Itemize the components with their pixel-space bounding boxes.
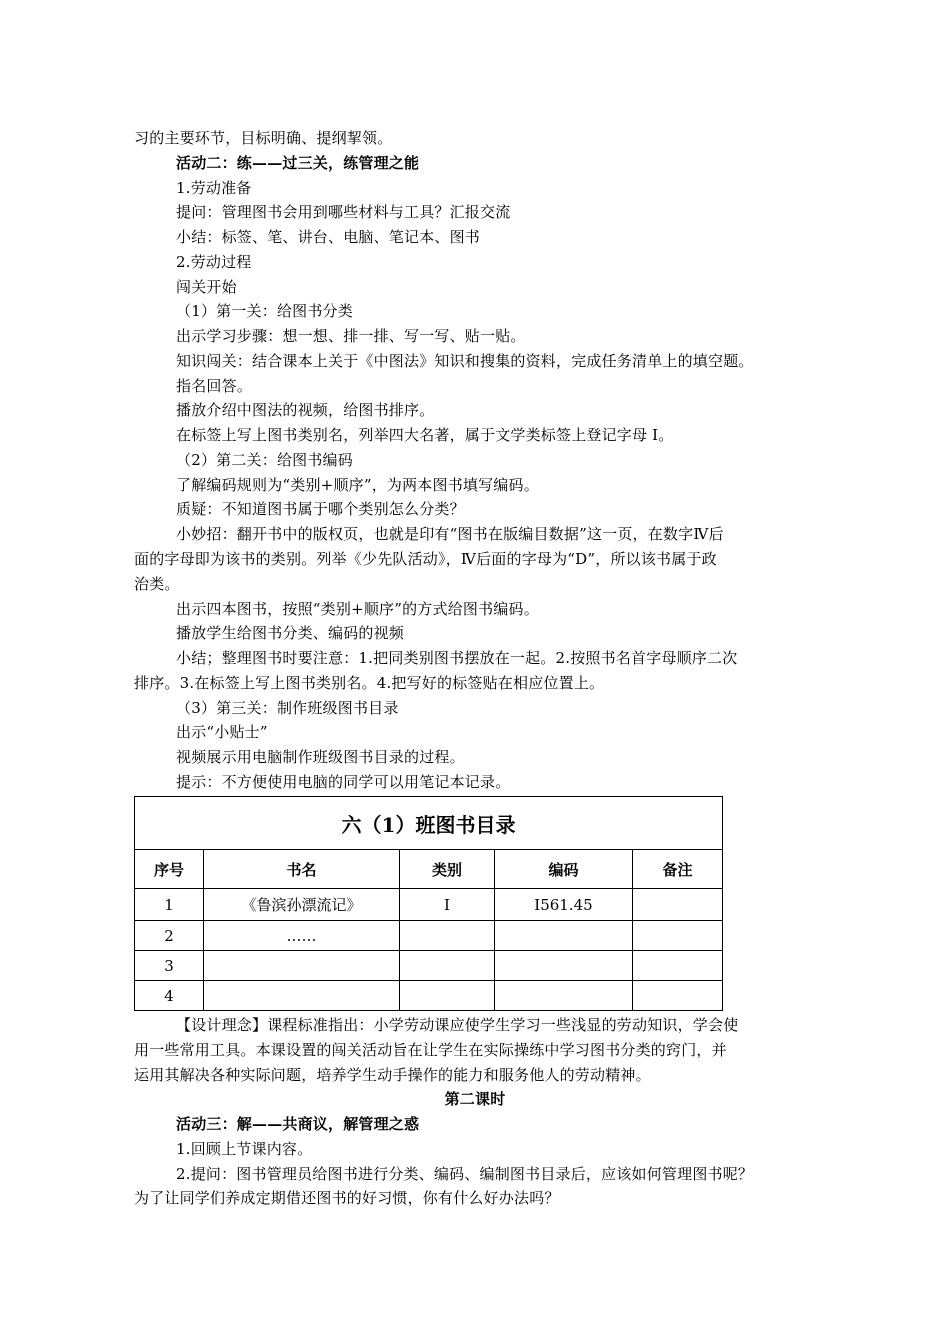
table-cell [633, 981, 723, 1011]
table-cell: 4 [135, 981, 204, 1011]
table-cell: 《鲁滨孙漂流记》 [204, 889, 400, 921]
table-cell [633, 951, 723, 981]
text-line: 了解编码规则为“类别+顺序”，为两本图书填写编码。 [176, 476, 539, 494]
text-line: 2.提问：图书管理员给图书进行分类、编码、编制图书目录后，应该如何管理图书呢？ [176, 1165, 754, 1183]
text-line: 提示：不方便使用电脑的同学可以用笔记本记录。 [176, 773, 511, 791]
text-line: 1.劳动准备 [176, 179, 252, 197]
text-line: （1）第一关：给图书分类 [176, 302, 353, 320]
text-line: 用一些常用工具。本课设置的闯关活动旨在让学生在实际操练中学习图书分类的窍门，并 [134, 1041, 727, 1059]
activity-heading: 活动二：练——过三关，练管理之能 [176, 154, 420, 172]
table-row [135, 921, 723, 951]
text-line: 质疑：不知道图书属于哪个类别怎么分类？ [176, 500, 465, 518]
text-line: 在标签上写上图书类别名，列举四大名著，属于文学类标签上登记字母 I。 [176, 426, 674, 444]
table-cell [633, 921, 723, 951]
table-cell [495, 981, 633, 1011]
table-cell: 3 [135, 951, 204, 981]
text-line: 小结；整理图书时要注意：1.把同类别图书摆放在一起。2.按照书名首字母顺序二次 [176, 649, 738, 667]
table-cell [400, 921, 495, 951]
text-line: 视频展示用电脑制作班级图书目录的过程。 [176, 748, 465, 766]
text-line: 提问：管理图书会用到哪些材料与工具？汇报交流 [176, 203, 511, 221]
table-row [135, 951, 723, 981]
table-cell [495, 951, 633, 981]
table-cell [400, 981, 495, 1011]
text-line: 1.回顾上节课内容。 [176, 1140, 313, 1158]
column-header-title: 书名 [204, 850, 400, 889]
table-cell: 2 [135, 921, 204, 951]
table-cell: I561.45 [495, 889, 633, 921]
activity-heading: 活动三：解——共商议，解管理之惑 [176, 1115, 420, 1133]
table-title: 六（1）班图书目录 [135, 797, 723, 850]
text-line: （3）第三关：制作班级图书目录 [176, 699, 399, 717]
text-line: 排序。3.在标签上写上图书类别名。4.把写好的标签贴在相应位置上。 [134, 674, 605, 692]
table-cell [400, 951, 495, 981]
text-line: 播放介绍中图法的视频，给图书排序。 [176, 401, 435, 419]
column-header-number: 序号 [135, 850, 204, 889]
table-cell [495, 921, 633, 951]
text-line: 习的主要环节，目标明确、提纲挈领。 [134, 129, 393, 147]
text-line: 治类。 [134, 575, 180, 593]
table-row [135, 981, 723, 1011]
text-line: 出示“小贴士” [176, 723, 268, 741]
column-header-category: 类别 [400, 850, 495, 889]
text-line: 出示四本图书，按照“类别+顺序”的方式给图书编码。 [176, 600, 539, 618]
text-line: 2.劳动过程 [176, 253, 252, 271]
text-line: （2）第二关：给图书编码 [176, 451, 353, 469]
section-heading: 第二课时 [444, 1090, 506, 1108]
table-header-row [135, 850, 723, 889]
table-cell: 1 [135, 889, 204, 921]
table-cell [204, 981, 400, 1011]
text-line: 为了让同学们养成定期借还图书的好习惯，你有什么好办法吗？ [134, 1189, 560, 1207]
table-cell [204, 951, 400, 981]
column-header-code: 编码 [495, 850, 633, 889]
text-line: 小妙招：翻开书中的版权页，也就是印有“图书在版编目数据”这一页，在数字Ⅳ后 [176, 525, 724, 543]
text-line: 运用其解决各种实际问题，培养学生动手操作的能力和服务他人的劳动精神。 [134, 1066, 651, 1084]
table-cell [633, 889, 723, 921]
text-line: 出示学习步骤：想一想、排一排、写一写、贴一贴。 [176, 327, 526, 345]
book-catalog-table [134, 796, 723, 1011]
column-header-remarks: 备注 [633, 850, 723, 889]
text-line: 知识闯关：结合课本上关于《中图法》知识和搜集的资料，完成任务清单上的填空题。 [176, 352, 754, 370]
text-line: 指名回答。 [176, 377, 253, 395]
text-line: 播放学生给图书分类、编码的视频 [176, 624, 405, 642]
table-row [135, 889, 723, 921]
table-cell: …… [204, 921, 400, 951]
text-line: 面的字母即为该书的类别。列举《少先队活动》，Ⅳ后面的字母为“D”，所以该书属于政 [134, 550, 717, 568]
text-line: 闯关开始 [176, 278, 237, 296]
table-cell: I [400, 889, 495, 921]
text-line: 小结：标签、笔、讲台、电脑、笔记本、图书 [176, 228, 481, 246]
table-title-row [135, 797, 723, 850]
text-line: 【设计理念】课程标准指出：小学劳动课应使学生学习一些浅显的劳动知识，学会使 [176, 1016, 739, 1034]
